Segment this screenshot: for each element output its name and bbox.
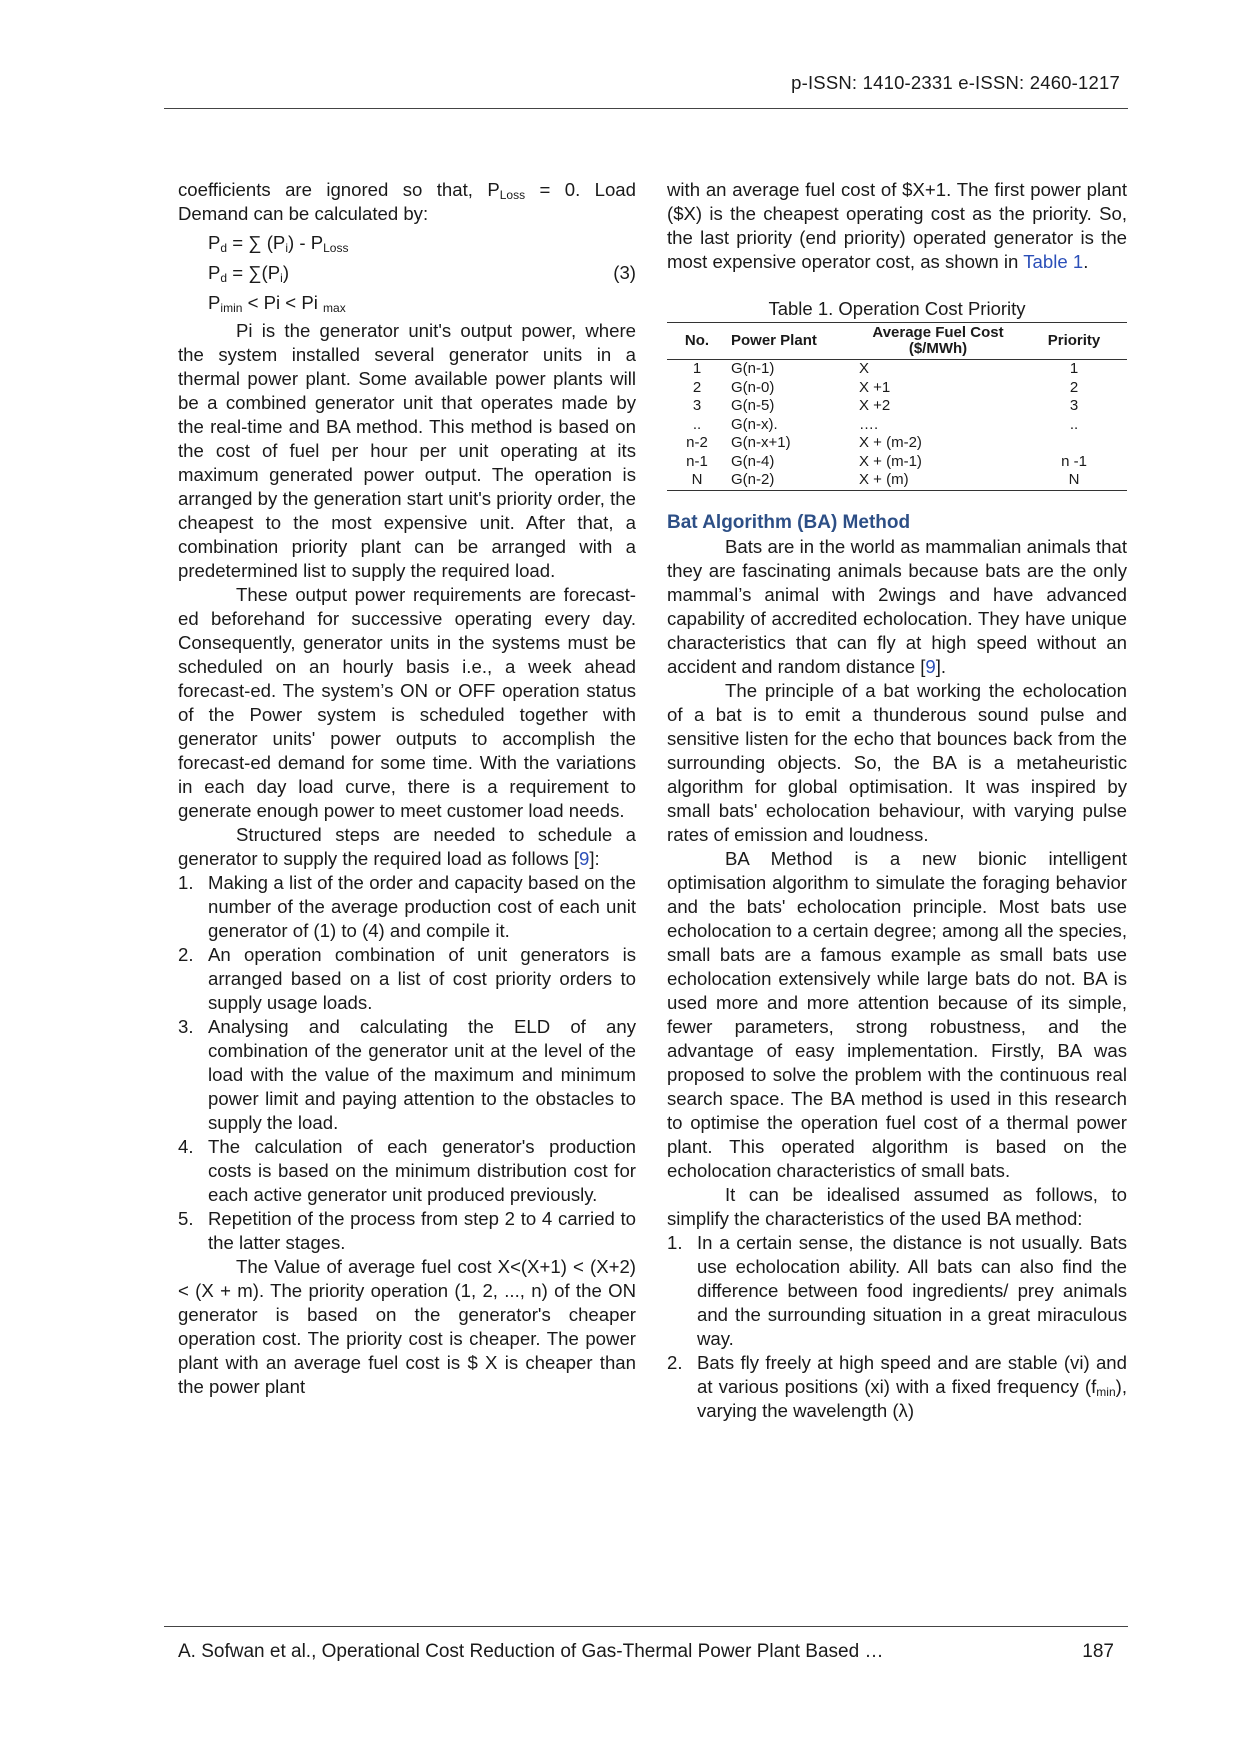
table-body [667,360,1127,491]
table-row [667,379,1127,398]
table-cell: X + (m-2) [859,434,922,451]
paragraph: Pi is the generator unit's output power, where the system installed several generator units in a thermal power plant. Some available power plants will be a combined generator unit that operates made by the real-time and BA method. This method is based on the cost of fuel per hour per unit operating at its maximum generated power output. The operation is arranged by the generation start unit's priority order, the cheapest to the most expensive unit. After that, a combination priority plant can be arranged with a predetermined list to supply the required load. [178,320,636,581]
table-cell: X +1 [859,378,891,396]
paragraph: BA Method is a new bionic intelligent optimisation algorithm to simulate the foraging behavior and the bats' echolocation principle. Most bats use echolocation to a certain degree; among all the species, small bats are a famous example as small bats use echolocation extensively while large bats do not. BA is used more and more attention because of its simple, fewer parameters, strong robustness, and the advantage of easy implementation. Firstly, BA was proposed to solve the problem with the continuous real search space. The BA method is used in this research to optimise the operation fuel cost of a thermal power plant. This operated algorithm is based on the echolocation characteristics of small bats. [667,847,1127,1181]
table-row [667,453,1127,472]
footer-citation: A. Sofwan et al., Operational Cost Reduction of Gas-Thermal Power Plant Based … [178,1641,884,1662]
equation-number: (3) [613,262,636,283]
equation-3: $P_d = \sum(P_i)$ (3) [208,259,636,286]
list-item: 2. Bats fly freely at high speed and are stable (vi) and at various positions (xi) with a fixed frequency $(f_{min})$, varying the wavelength (λ) [667,1351,1127,1421]
paragraph: with an average fuel cost of $X+1. The first power plant ($X) is the cheapest operating cost as the priority. So, the last priority (end priority) operated generator is the most expensive operator cost, as shown in Table 1. [667,179,1127,272]
table-cell: 3 [1069,397,1079,414]
column-header: Power Plant [727,323,855,360]
table-row [667,360,1127,379]
list-item: 4. The calculation of each generator's production costs is based on the minimum distribution cost for each active generator unit produced previously. [178,1136,636,1205]
table-cell: X + (m) [855,471,1021,490]
list-item: 1. In a certain sense, the distance is not usually. Bats use echolocation ability. All bats can also find the difference between food ingredients/ prey animals and the surrounding situation in a great miraculous way. [667,1231,1127,1349]
right-column [667,178,1127,1423]
steps-list [178,871,636,1255]
page-footer [164,1626,1128,1677]
table-cell: 1 [692,360,702,377]
column-header: Priority [1021,323,1127,360]
paragraph: Bats are in the world as mammalian animals that they are fascinating animals because bats are the only mammal’s animal with 2wings and have advanced capability of accredited echolocation. They have unique characteristics that can fly at high speed without an accident and random distance [9]. [667,535,1127,677]
table-header-row [667,323,1127,360]
table-cell: …. [859,415,879,433]
table-link[interactable]: Table 1 [1023,251,1084,272]
paragraph: The principle of a bat working the echolocation of a bat is to emit a thunderous sound pulse and sensitive listen for the echo that bounces back from the surrounding objects. So, the BA is a metaheuristic algorithm for global optimisation. It was inspired by small bats' echolocation behaviour, with varying pulse rates of emission and loudness. [667,679,1127,845]
paragraph: The Value of average fuel cost X<(X+1) < (X+2) < (X + m). The priority operation (1, 2, ..., n) of the ON generator is based on the generator's cheaper operation cost. The priority cost is cheaper. The power plant with an average fuel cost is $ X is cheaper than the power plant [178,1256,636,1397]
table-cell: n -1 [1061,452,1087,470]
table-cell: G(n-2) [727,471,855,490]
table-cell: N [1021,471,1127,490]
table-cell: 1 [1069,360,1079,377]
list-item: 3. Analysing and calculating the ELD of any combination of the generator unit at the level of the load with the value of the maximum and minimum power limit and paying attention to the obstacles to supply the load. [178,1016,636,1133]
table-cell: .. [692,415,702,433]
paragraph: These output power requirements are forecast-ed beforehand for successive operating every day. Consequently, generator units in the systems must be scheduled on an hourly basis i.e., a week ahead forecast-ed. The system’s ON or OFF operation status of the Power system is scheduled together with generator units' power outputs to accomplish the forecast-ed demand for some time. With the variations in each day load curve, there is a requirement to generate enough power to meet customer load needs. [178,584,636,821]
cost-priority-table [667,322,1127,491]
table-cell: G(n-5) [731,397,775,414]
paragraph: It can be idealised assumed as follows, to simplify the characteristics of the used BA method: [667,1183,1127,1229]
page-header [164,72,1128,109]
table-cell: X [859,360,870,377]
table-cell: G(n-0) [731,378,775,396]
table-cell: G(n-4) [731,452,775,470]
table-cell: 3 [692,397,702,414]
table-row [667,434,1127,453]
table-cell: G(n-x). [731,415,778,433]
table-cell: X + (m-1) [859,452,922,470]
column-header: No. [667,323,727,360]
equation-constraint: $P_{imin} < Pi < Pi$ $_{max}$ [208,292,346,315]
citation-link[interactable]: 9 [579,848,590,869]
page-number: 187 [1082,1641,1114,1662]
table-cell: X +2 [859,397,891,414]
table-caption: Table 1. Operation Cost Priority [768,298,1026,319]
table-row [667,471,1127,490]
list-item: 1. Making a list of the order and capacity based on the number of the average production cost of each unit generator of (1) to (4) and compile it. [178,872,636,941]
list-item: 2. An operation combination of unit generators is arranged based on a list of cost priority orders to supply usage loads. [178,944,636,1013]
paragraph: coefficients are ignored so that, $P_{Loss} = 0$. Load Demand can be calculated by: [178,179,636,224]
citation-link[interactable]: 9 [925,655,936,677]
paragraph: Structured steps are needed to schedule a generator to supply the required load as follows [9]: [178,824,636,869]
table-cell: G(n-x+1) [731,434,791,451]
table-cell: n-1 [686,452,708,470]
equation-1: $P_d$ = ∑ $(P_i) - P_{Loss}$ [208,232,349,255]
table-cell: n-2 [686,434,708,451]
section-heading: Bat Algorithm (BA) Method [667,511,911,533]
table-cell: G(n-1) [731,360,775,377]
assumptions-list [667,1231,1127,1423]
table-cell: N [667,471,727,490]
table-cell [1021,434,1127,453]
table-row [667,397,1127,416]
table-cell: .. [1069,415,1079,433]
column-header: Average Fuel Cost ($/MWh) [855,323,1021,360]
left-column [178,178,636,1399]
table-cell: 2 [1069,378,1079,396]
table-row [667,416,1127,435]
table-cell: 2 [692,378,702,396]
list-item: 5. Repetition of the process from step 2 to 4 carried to the latter stages. [178,1208,636,1253]
issn-text: p-ISSN: 1410-2331 e-ISSN: 2460-1217 [791,72,1120,93]
